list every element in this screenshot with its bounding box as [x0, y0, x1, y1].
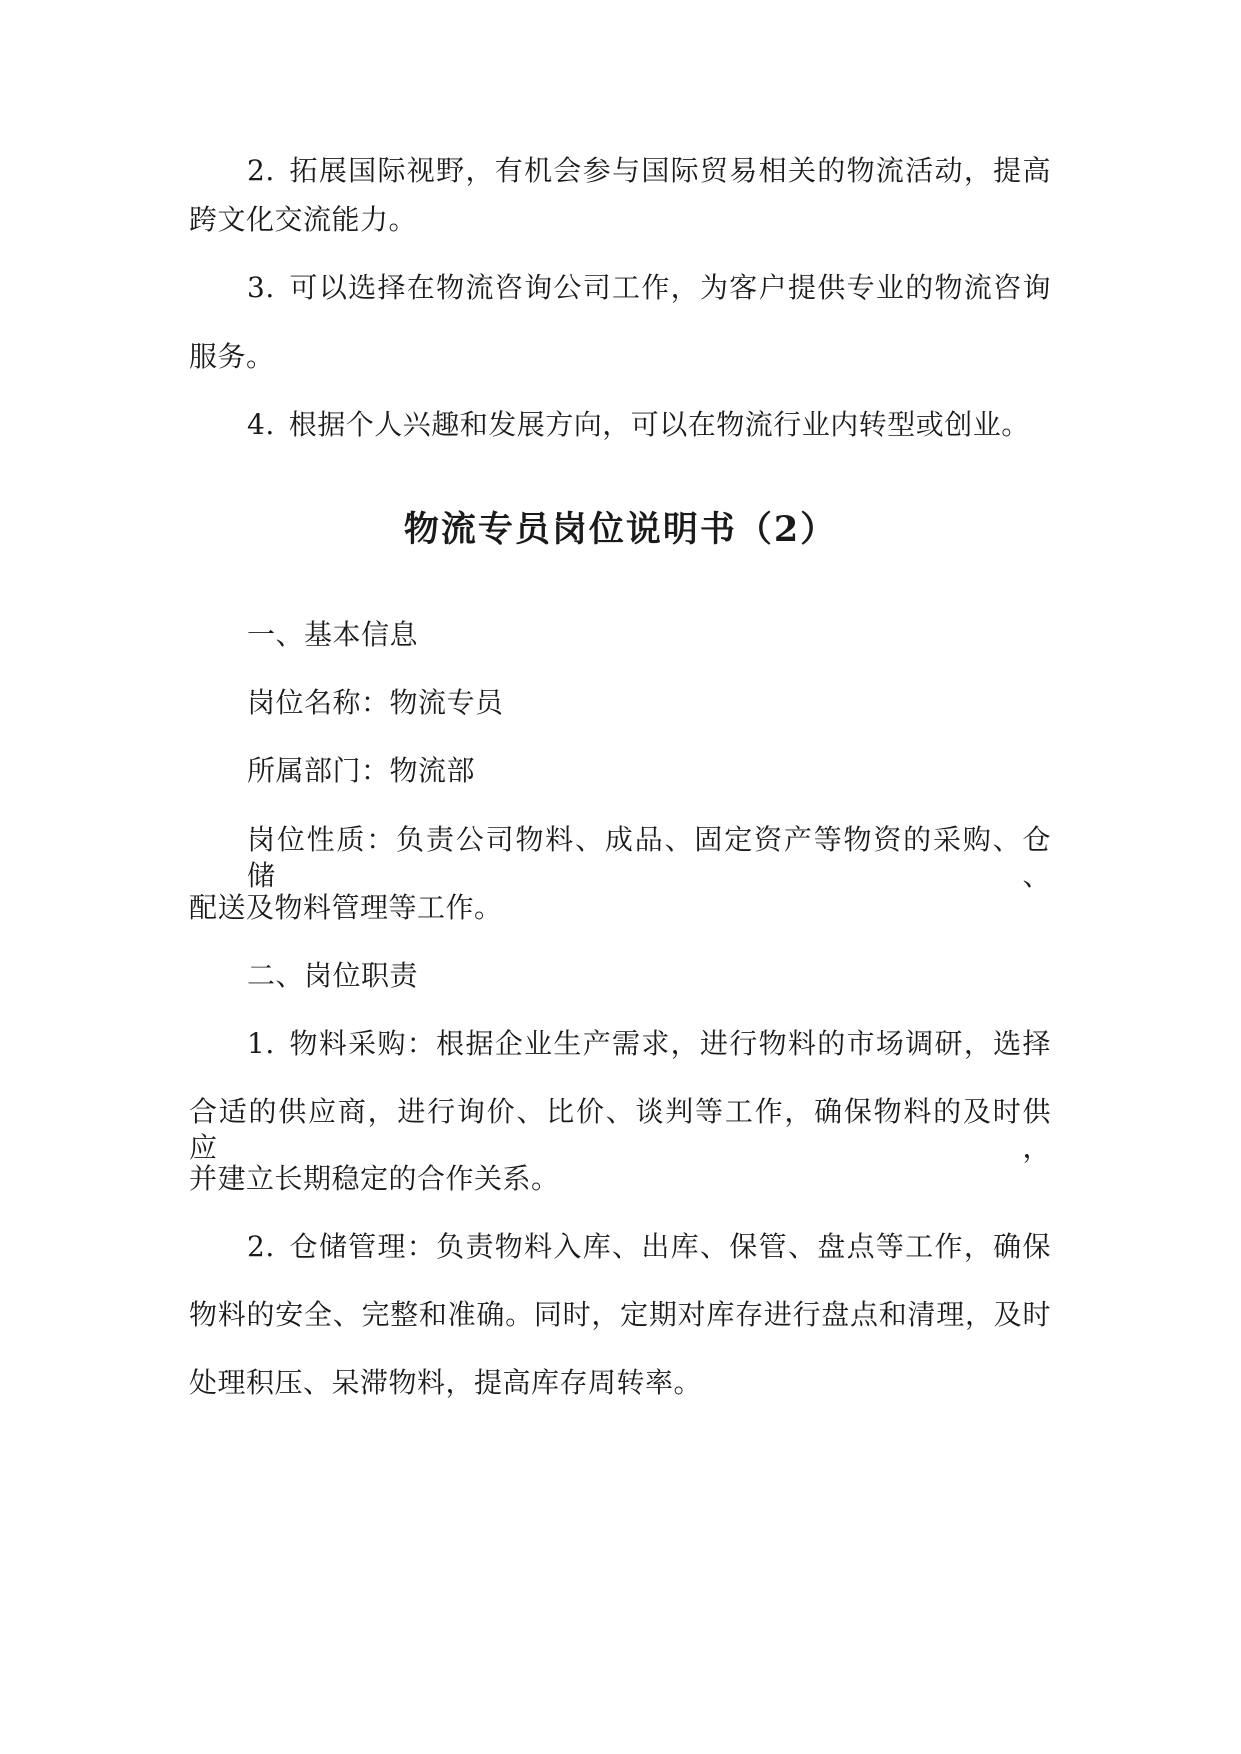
- duty-1-line-2: 合适的供应商，进行询价、比价、谈判等工作，确保物料的及时供应，: [189, 1095, 1051, 1164]
- duty-1-line-1: [247, 1026, 1051, 1062]
- prev-item-3-line-1: [247, 270, 1051, 306]
- prev-item-2-text: 拓展国际视野，有机会参与国际贸易相关的物流活动，提高: [288, 154, 1051, 187]
- section-1-heading: 一、基本信息: [247, 618, 419, 651]
- duty-2-line-1: [247, 1229, 1051, 1265]
- prev-item-3-line-2: 服务。: [189, 340, 275, 373]
- position-name: 岗位名称：物流专员: [247, 686, 504, 719]
- prev-item-2-line-2: 跨文化交流能力。: [189, 203, 418, 236]
- document-title: 物流专员岗位说明书（2）: [403, 509, 838, 550]
- duty-2-text: 仓储管理：负责物料入库、出库、保管、盘点等工作，确保: [288, 1230, 1051, 1263]
- prev-item-2-number: 2.: [247, 154, 275, 187]
- duty-2-line-3: 处理积压、呆滞物料，提高库存周转率。: [189, 1366, 703, 1399]
- duty-2-line-2: 物料的安全、完整和准确。同时，定期对库存进行盘点和清理，及时: [189, 1298, 1051, 1331]
- department: 所属部门：物流部: [247, 754, 476, 787]
- section-2-heading: 二、岗位职责: [247, 959, 419, 992]
- prev-item-2-line-1: [247, 153, 1051, 189]
- duty-1-text: 物料采购：根据企业生产需求，进行物料的市场调研，选择: [288, 1027, 1051, 1060]
- position-nature-line-1: 岗位性质：负责公司物料、成品、固定资产等物资的采购、仓储、: [247, 823, 1051, 892]
- prev-item-3-number: 3.: [247, 271, 275, 304]
- duty-1-number: 1.: [247, 1027, 275, 1060]
- position-nature-line-2: 配送及物料管理等工作。: [189, 891, 503, 924]
- prev-item-4-number: 4.: [247, 408, 275, 441]
- prev-item-4-line-1: [247, 407, 1030, 443]
- duty-2-number: 2.: [247, 1230, 275, 1263]
- prev-item-4-text: 根据个人兴趣和发展方向，可以在物流行业内转型或创业。: [288, 408, 1030, 441]
- prev-item-3-text: 可以选择在物流咨询公司工作，为客户提供专业的物流咨询: [288, 271, 1051, 304]
- duty-1-line-3: 并建立长期稳定的合作关系。: [189, 1162, 560, 1195]
